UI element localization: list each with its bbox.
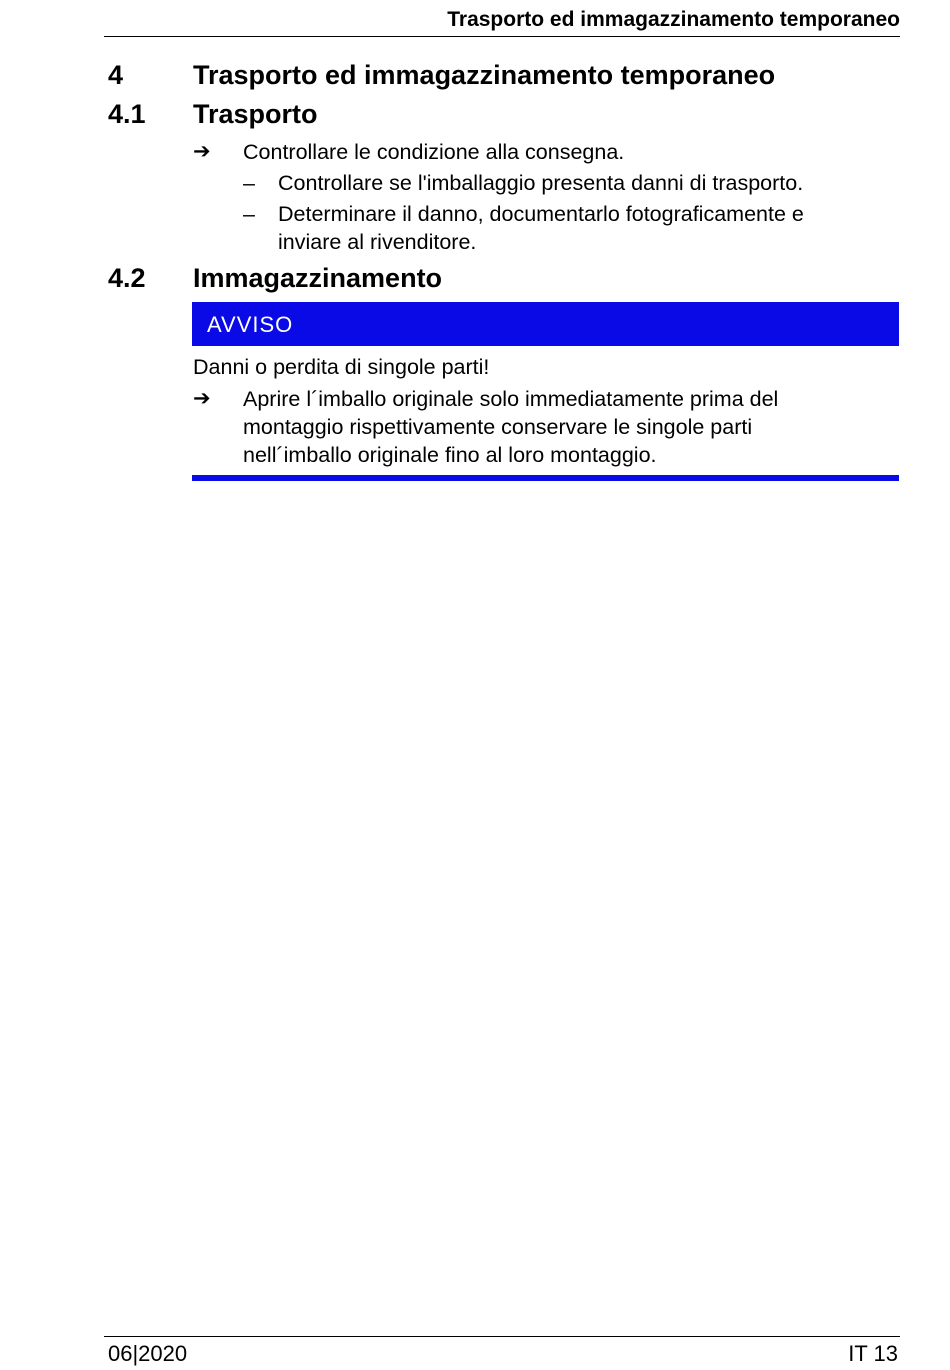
notice-title: AVVISO	[207, 312, 294, 337]
notice-end-rule	[192, 475, 899, 481]
transport-sub-item-1: Controllare se l'imballaggio presenta danni di trasporto.	[278, 171, 804, 195]
notice-hazard-text: Danni o perdita di singole parti!	[193, 355, 490, 379]
section-4-1-title: Trasporto	[193, 99, 318, 129]
arrow-right-icon: ➔	[193, 140, 211, 163]
notice-step-line-1: Aprire l´imballo originale solo immediatamente prima del	[243, 387, 779, 411]
section-4-2-title: Immagazzinamento	[193, 263, 443, 293]
arrow-right-icon: ➔	[193, 387, 211, 410]
transport-step: Controllare le condizione alla consegna.	[243, 140, 625, 164]
section-4-2-number: 4.2	[108, 263, 146, 293]
dash-bullet: –	[243, 202, 255, 226]
notice-step-line-2: montaggio rispettivamente conservare le singole parti	[243, 415, 753, 439]
transport-sub-item-2: Determinare il danno, documentarlo fotograficamente e	[278, 202, 804, 226]
section-4-1-number: 4.1	[108, 99, 146, 129]
running-header: Trasporto ed immagazzinamento temporaneo	[104, 6, 900, 37]
dash-bullet: –	[243, 171, 255, 195]
transport-sub-item-2-cont: inviare al rivenditore.	[278, 230, 477, 254]
section-4-number: 4	[108, 60, 124, 90]
footer-date: 06|2020	[108, 1341, 188, 1366]
notice-step-line-3: nell´imballo originale fino al loro montaggio.	[243, 443, 657, 467]
footer-rule	[104, 1336, 900, 1337]
footer-page-number: IT 13	[848, 1341, 898, 1366]
section-4-title: Trasporto ed immagazzinamento temporaneo	[193, 60, 776, 90]
notice-banner	[192, 302, 899, 346]
